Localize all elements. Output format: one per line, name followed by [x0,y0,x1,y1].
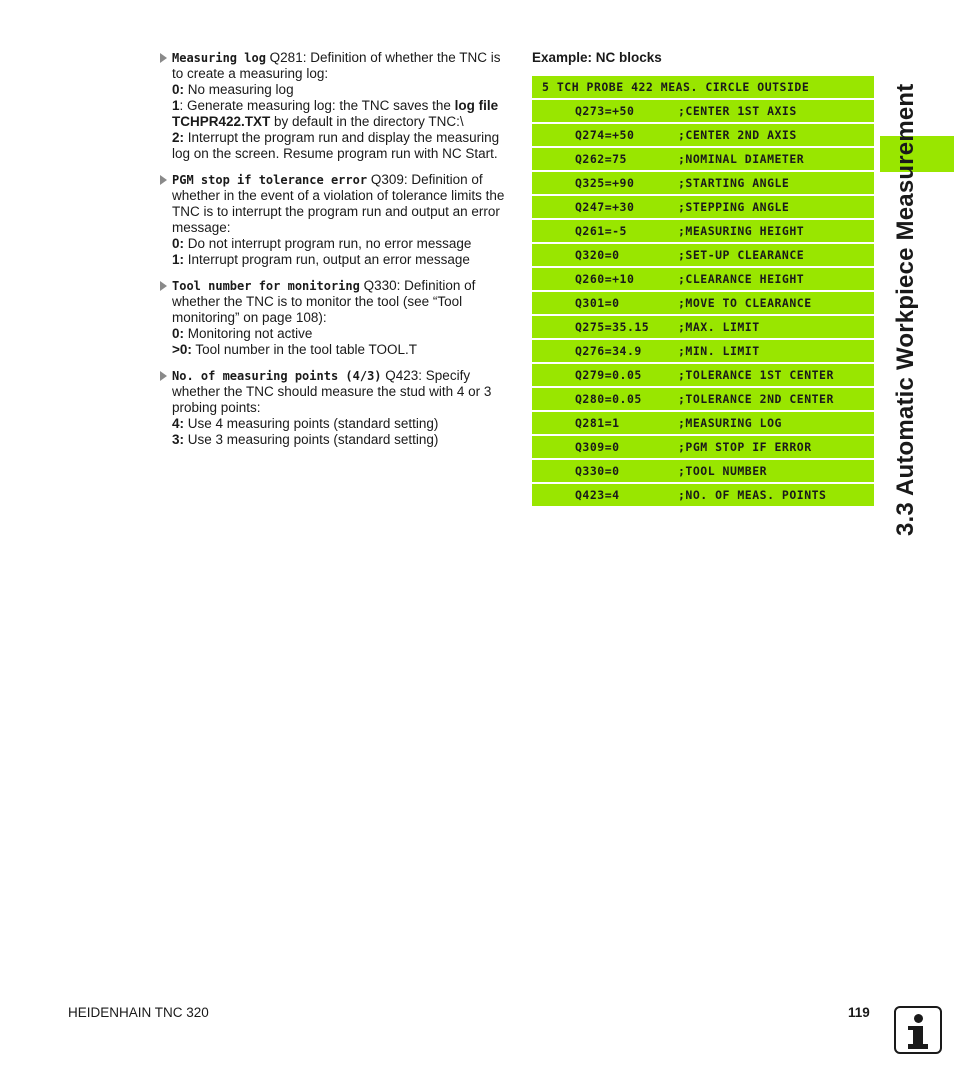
nc-block-row [532,292,874,314]
nc-param-comment: ;TOOL NUMBER [678,464,768,478]
nc-param-comment: ;CENTER 2ND AXIS [678,128,797,142]
nc-block-row [532,412,874,434]
param-desc: Q423: Specify whether the TNC should measure the stud with 4 or 3 probing points: [172,368,492,415]
param-code: Measuring log [172,51,266,65]
nc-param-comment: ;CENTER 1ST AXIS [678,104,797,118]
nc-param-code: Q262=75 [575,152,627,166]
param-desc: Q281: Definition of whether the TNC is to create a measuring log: [172,50,501,81]
nc-param-comment: ;MEASURING HEIGHT [678,224,805,238]
nc-block-row [532,172,874,194]
nc-param-comment: ;TOLERANCE 1ST CENTER [678,368,834,382]
nc-block-row [532,436,874,458]
triangle-right-icon [160,53,167,63]
nc-param-code: Q274=+50 [575,128,635,142]
option: 2: Interrupt the program run and display the measuring log on the screen. Resume program run with NC Start. [172,130,500,161]
option: 0: Do not interrupt program run, no error message [172,236,472,251]
footer-product: HEIDENHAIN TNC 320 [68,1005,209,1020]
nc-param-comment: ;STARTING ANGLE [678,176,790,190]
nc-block-row [532,340,874,362]
nc-param-code: Q280=0.05 [575,392,642,406]
nc-block-row [532,148,874,170]
info-icon [894,1006,942,1054]
nc-param-comment: ;CLEARANCE HEIGHT [678,272,805,286]
param-desc: Q330: Definition of whether the TNC is to monitor the tool (see “Tool monitoring” on page 108): [172,278,476,325]
nc-param-code: Q260=+10 [575,272,635,286]
nc-param-comment: ;MOVE TO CLEARANCE [678,296,812,310]
nc-param-comment: ;SET-UP CLEARANCE [678,248,805,262]
nc-block-row [532,364,874,386]
nc-param-code: Q325=+90 [575,176,635,190]
chapter-title-text: 3.3 Automatic Workpiece Measurement [892,83,919,536]
parameter-list [158,50,514,458]
nc-param-code: Q275=35.15 [575,320,650,334]
nc-block-row [532,100,874,122]
nc-block-row [532,124,874,146]
nc-block-row [532,244,874,266]
nc-param-code: Q301=0 [575,296,620,310]
param-code: PGM stop if tolerance error [172,173,368,187]
param-measuring-log [158,50,514,162]
triangle-right-icon [160,371,167,381]
nc-param-code: Q273=+50 [575,104,635,118]
nc-block-text: 5 TCH PROBE 422 MEAS. CIRCLE OUTSIDE [542,80,810,94]
nc-block-header [532,76,874,98]
nc-block-row [532,460,874,482]
nc-param-code: Q330=0 [575,464,620,478]
nc-param-comment: ;PGM STOP IF ERROR [678,440,812,454]
option: 1: Generate measuring log: the TNC saves the log file TCHPR422.TXT by default in the directory TNC:\ [172,98,499,129]
param-pgm-stop [158,172,514,268]
nc-param-comment: ;TOLERANCE 2ND CENTER [678,392,834,406]
nc-param-comment: ;STEPPING ANGLE [678,200,790,214]
nc-param-comment: ;MEASURING LOG [678,416,782,430]
nc-block-row [532,316,874,338]
nc-block-row [532,220,874,242]
option: 4: Use 4 measuring points (standard setting) [172,416,439,431]
triangle-right-icon [160,175,167,185]
option: >0: Tool number in the tool table TOOL.T [172,342,418,357]
nc-param-code: Q276=34.9 [575,344,642,358]
nc-block-row [532,268,874,290]
param-measuring-points [158,368,514,448]
option: 0: No measuring log [172,82,294,97]
param-desc: Q309: Definition of whether in the event of a violation of tolerance limits the TNC is to interrupt the program run and output an error message: [172,172,505,235]
option: 0: Monitoring not active [172,326,313,341]
param-code: Tool number for monitoring [172,279,360,293]
nc-param-comment: ;NOMINAL DIAMETER [678,152,805,166]
nc-blocks-table [532,76,874,508]
nc-block-row [532,484,874,506]
page-number: 119 [848,1005,870,1020]
triangle-right-icon [160,281,167,291]
param-tool-number [158,278,514,358]
nc-block-row [532,388,874,410]
nc-param-comment: ;MAX. LIMIT [678,320,760,334]
option: 1: Interrupt program run, output an error message [172,252,470,267]
example-title: Example: NC blocks [532,50,662,65]
nc-param-code: Q281=1 [575,416,620,430]
nc-param-comment: ;MIN. LIMIT [678,344,760,358]
nc-param-code: Q261=-5 [575,224,627,238]
nc-param-code: Q309=0 [575,440,620,454]
nc-param-code: Q320=0 [575,248,620,262]
option: 3: Use 3 measuring points (standard setting) [172,432,439,447]
nc-param-comment: ;NO. OF MEAS. POINTS [678,488,827,502]
nc-block-row [532,196,874,218]
nc-param-code: Q247=+30 [575,200,635,214]
param-code: No. of measuring points (4/3) [172,369,382,383]
nc-param-code: Q279=0.05 [575,368,642,382]
nc-param-code: Q423=4 [575,488,620,502]
